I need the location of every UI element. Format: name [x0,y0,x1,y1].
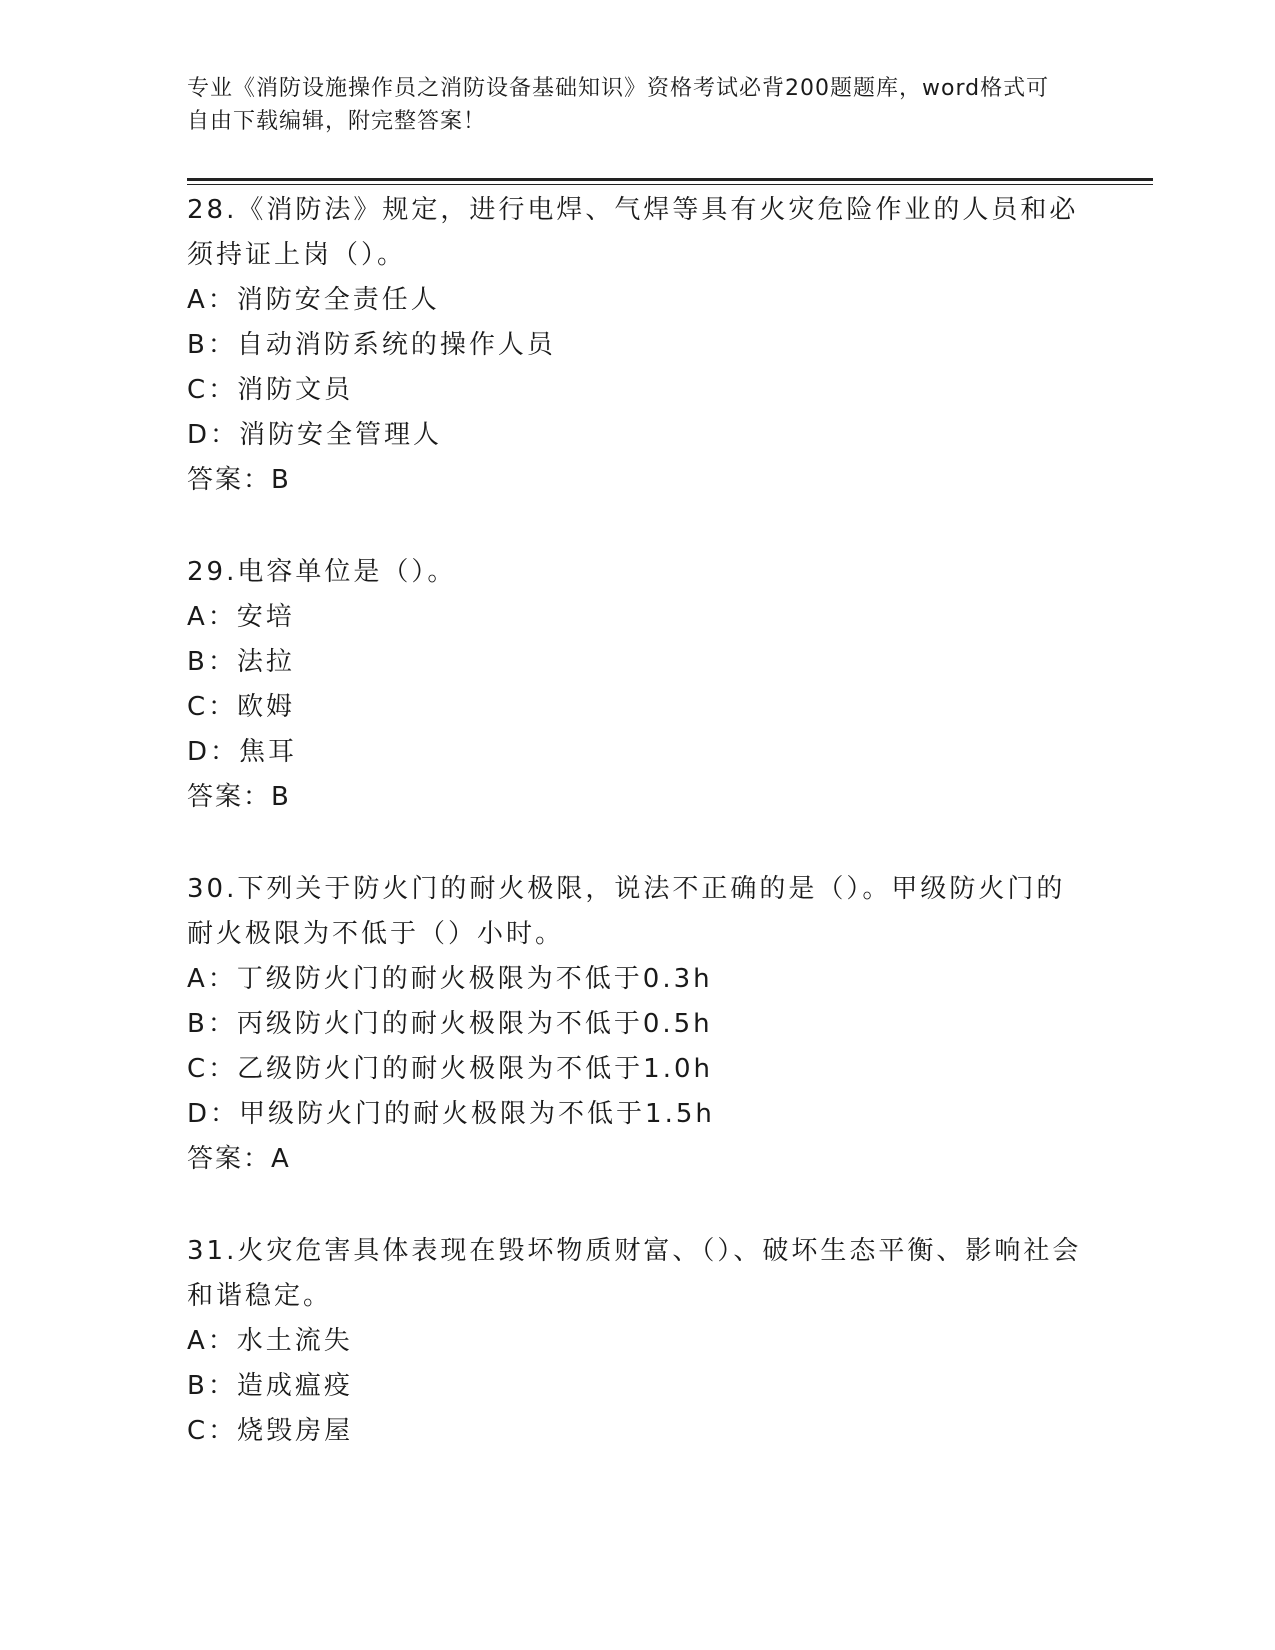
answer: 答案：A [187,1144,291,1174]
question-30 [187,867,1087,1182]
question-29 [187,550,1087,820]
option-b: B：造成瘟疫 [187,1371,353,1401]
option-c: C：乙级防火门的耐火极限为不低于1.0h [187,1054,713,1084]
question-stem: 31.火灾危害具体表现在毁坏物质财富、（）、破坏生态平衡、影响社会和谐稳定。 [187,1236,1082,1311]
question-28 [187,188,1087,503]
question-31 [187,1229,1087,1454]
question-stem: 30.下列关于防火门的耐火极限，说法不正确的是（）。甲级防火门的耐火极限为不低于（）小时。 [187,874,1066,949]
answer: 答案：B [187,465,291,495]
option-a: A：丁级防火门的耐火极限为不低于0.3h [187,964,713,994]
option-b: B：自动消防系统的操作人员 [187,330,556,360]
option-d: D：焦耳 [187,737,298,767]
option-c: C：欧姆 [187,692,296,722]
option-a: A：消防安全责任人 [187,285,440,315]
header-divider-thick [187,178,1153,181]
option-c: C：消防文员 [187,375,354,405]
option-a: A：水土流失 [187,1326,353,1356]
header-divider-thin [187,184,1153,185]
answer: 答案：B [187,782,291,812]
option-a: A：安培 [187,602,295,632]
option-b: B：丙级防火门的耐火极限为不低于0.5h [187,1009,713,1039]
option-d: D：消防安全管理人 [187,420,443,450]
option-c: C：烧毁房屋 [187,1416,354,1446]
document-header: 专业《消防设施操作员之消防设备基础知识》资格考试必背200题题库，word格式可自由下载编辑，附完整答案！ [187,76,1050,134]
question-stem: 28.《消防法》规定，进行电焊、气焊等具有火灾危险作业的人员和必须持证上岗（）。 [187,195,1079,270]
option-b: B：法拉 [187,647,295,677]
question-list [187,188,1087,1501]
option-d: D：甲级防火门的耐火极限为不低于1.5h [187,1099,715,1129]
question-stem: 29.电容单位是（）。 [187,557,457,587]
